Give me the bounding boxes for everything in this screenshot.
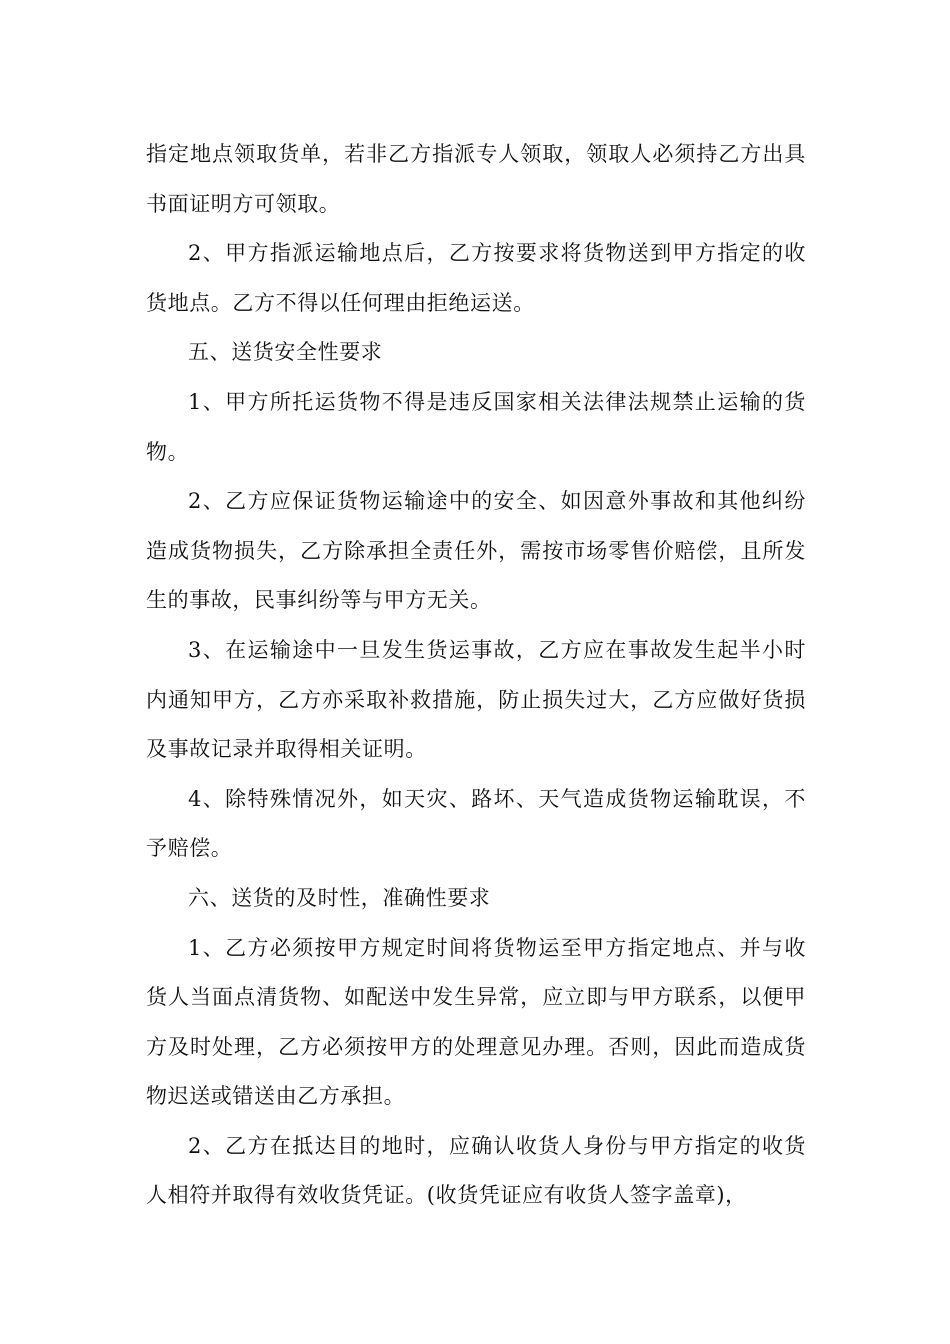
paragraph-continuation: 指定地点领取货单，若非乙方指派专人领取，领取人必须持乙方出具书面证明方可领取。 <box>146 142 806 216</box>
paragraph-clause-5-1: 1、甲方所托运货物不得是违反国家相关法律法规禁止运输的货物。 <box>146 389 806 464</box>
paragraph-clause-6-2: 2、乙方在抵达目的地时，应确认收货人身份与甲方指定的收货人相符并取得有效收货凭证。(收货凭证应有收货人签字盖章)， <box>146 1133 806 1208</box>
paragraph-clause-5-2: 2、乙方应保证货物运输途中的安全、如因意外事故和其他纠纷造成货物损失，乙方除承担全责任外，需按市场零售价赔偿，且所发生的事故，民事纠纷等与甲方无关。 <box>146 489 806 613</box>
section-heading-6: 六、送货的及时性，准确性要求 <box>188 885 491 910</box>
paragraph-clause-4-2: 2、甲方指派运输地点后，乙方按要求将货物送到甲方指定的收货地点。乙方不得以任何理由拒绝运送。 <box>146 241 806 315</box>
paragraph-clause-5-3: 3、在运输途中一旦发生货运事故，乙方应在事故发生起半小时内通知甲方，乙方亦采取补救措施，防止损失过大，乙方应做好货损及事故记录并取得相关证明。 <box>146 637 806 762</box>
paragraph-clause-6-1: 1、乙方必须按甲方规定时间将货物运至甲方指定地点、并与收货人当面点清货物、如配送中发生异常，应立即与甲方联系，以便甲方及时处理，乙方必须按甲方的处理意见办理。否则，因此而造成货物迟送或错送由乙方承担。 <box>146 935 806 1109</box>
paragraph-clause-5-4: 4、除特殊情况外，如天灾、路坏、天气造成货物运输耽误，不予赔偿。 <box>146 786 806 861</box>
section-heading-5: 五、送货安全性要求 <box>188 340 383 365</box>
document-body <box>146 130 806 1221</box>
